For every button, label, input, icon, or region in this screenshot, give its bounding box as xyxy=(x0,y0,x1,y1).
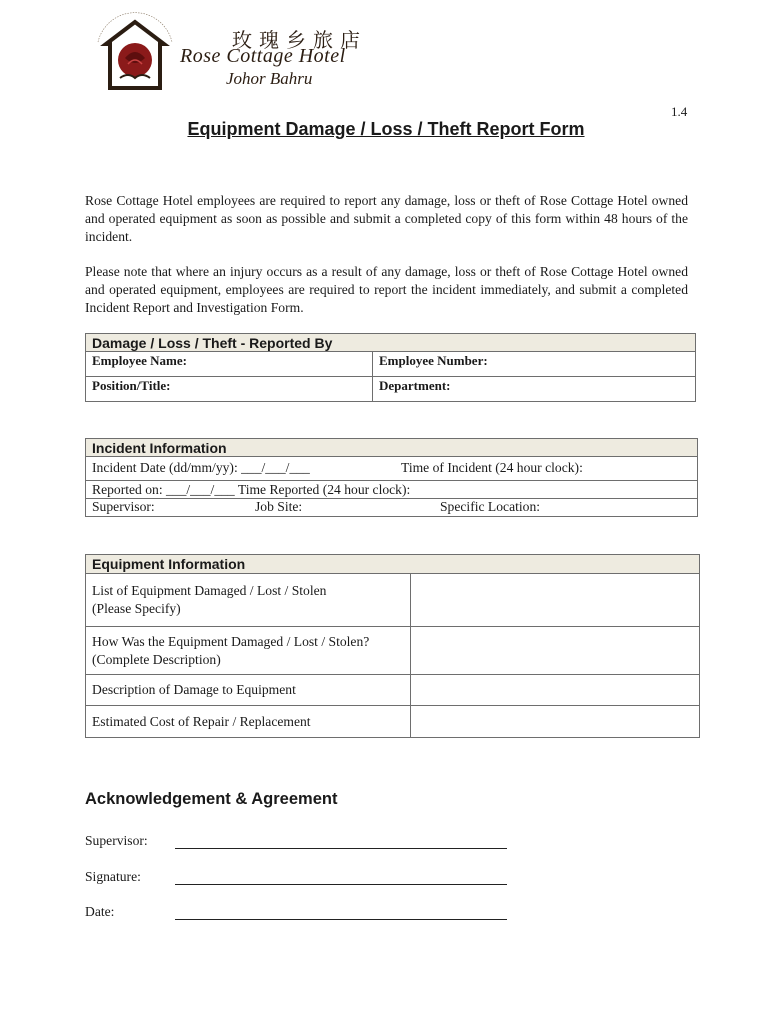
job-site-field[interactable]: Job Site: xyxy=(255,499,303,514)
table-row xyxy=(86,675,700,706)
logo-chinese-name: 玫瑰乡旅店 xyxy=(232,28,367,52)
damage-method-input[interactable] xyxy=(411,627,700,675)
signature-line[interactable] xyxy=(175,884,507,885)
page-title: Equipment Damage / Loss / Theft Report Form xyxy=(187,119,585,139)
specific-location-field[interactable]: Specific Location: xyxy=(440,499,541,514)
equipment-row-label: Description of Damage to Equipment xyxy=(86,675,411,706)
supervisor-signature-line[interactable] xyxy=(175,848,507,849)
equipment-list-input[interactable] xyxy=(411,574,700,627)
equipment-row-label: How Was the Equipment Damaged / Lost / Stolen? (Complete Description) xyxy=(86,627,411,675)
logo-city: Johor Bahru xyxy=(226,69,313,88)
employee-number-field[interactable]: Employee Number: xyxy=(373,352,696,377)
intro-paragraph-1: Rose Cottage Hotel employees are required to report any damage, loss or theft of Rose Cottage Hotel owned and operated equipment as soon as possible and submit a completed copy of this form within 48 hours of the incident. xyxy=(85,193,688,244)
employee-name-field[interactable]: Employee Name: xyxy=(86,352,373,377)
supervisor-label: Supervisor: xyxy=(85,833,148,848)
supervisor-row[interactable] xyxy=(86,499,698,517)
incident-heading: Incident Information xyxy=(86,439,698,457)
reported-on-field[interactable]: Reported on: ___/___/___ Time Reported (24 hour clock): xyxy=(86,481,698,499)
intro-paragraph-2: Please note that where an injury occurs as a result of any damage, loss or theft of Rose Cottage Hotel owned and operated equipment, employees are required to report the incident immediately, and submit a completed Incident Report and Investigation Form. xyxy=(85,264,688,315)
table-row xyxy=(86,627,700,675)
equipment-row-label: Estimated Cost of Repair / Replacement xyxy=(86,706,411,738)
acknowledgement-heading: Acknowledgement & Agreement xyxy=(85,790,338,808)
equipment-heading: Equipment Information xyxy=(86,555,700,574)
hotel-logo-emblem xyxy=(92,12,178,92)
position-title-field[interactable]: Position/Title: xyxy=(86,377,373,402)
department-field[interactable]: Department: xyxy=(373,377,696,402)
damage-description-input[interactable] xyxy=(411,675,700,706)
date-line[interactable] xyxy=(175,919,507,920)
form-code: 1.4 xyxy=(671,104,688,119)
incident-date-row[interactable] xyxy=(86,457,698,481)
time-of-incident-field[interactable]: Time of Incident (24 hour clock): xyxy=(401,460,583,475)
estimated-cost-input[interactable] xyxy=(411,706,700,738)
equipment-row-label: List of Equipment Damaged / Lost / Stolen (Please Specify) xyxy=(86,574,411,627)
table-row xyxy=(86,706,700,738)
incident-date-field[interactable]: Incident Date (dd/mm/yy): ___/___/___ xyxy=(92,460,310,475)
date-label: Date: xyxy=(85,904,115,919)
supervisor-field[interactable]: Supervisor: xyxy=(92,499,155,514)
reported-by-table xyxy=(85,333,696,402)
logo-hotel-name: Rose Cottage Hotel xyxy=(180,45,346,67)
reported-by-heading: Damage / Loss / Theft - Reported By xyxy=(86,334,696,352)
signature-label: Signature: xyxy=(85,869,141,884)
equipment-table xyxy=(85,554,700,738)
table-row xyxy=(86,574,700,627)
incident-table xyxy=(85,438,698,517)
